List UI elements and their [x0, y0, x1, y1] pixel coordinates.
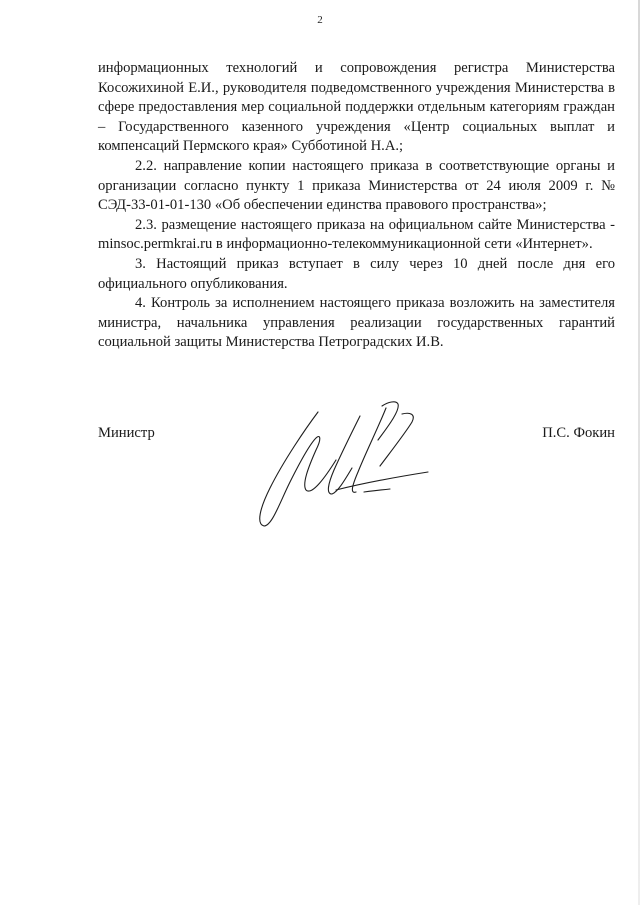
handwritten-signature [250, 398, 450, 533]
page-number: 2 [317, 14, 323, 26]
paragraph-3: 3. Настоящий приказ вступает в силу через 10 дней после дня его официального опубликования. [98, 255, 615, 292]
paragraph-continuation: информационных технологий и сопровождения регистра Министерства Косожихиной Е.И., руководителя подведомственного учреждения Министерства в сфере предоставления мер социальной поддержки отдельным категориям граждан – Государственного казенного учреждения «Центр социальных выплат и компенсаций Пермского края» Субботиной Н.А.; [98, 60, 615, 155]
document-body [98, 59, 615, 353]
paragraph-4: 4. Контроль за исполнением настоящего приказа возложить на заместителя министра, начальника управления реализации государственных гарантий социальной защиты Министерства Петроградских И.В. [98, 295, 615, 351]
signatory-name: П.С. Фокин [542, 425, 615, 441]
paragraph-2-2: 2.2. направление копии настоящего приказа в соответствующие органы и организации согласно пункту 1 приказа Министерства от 24 июля 2009 г. № СЭД-33-01-01-130 «Об обеспечении единства правового пространства»; [98, 157, 615, 214]
signatory-title: Министр [98, 425, 155, 441]
paragraph-2-3: 2.3. размещение настоящего приказа на официальном сайте Министерства - minsoc.permkrai.ru в информационно-телекоммуникационной сети «Интернет». [98, 216, 615, 253]
